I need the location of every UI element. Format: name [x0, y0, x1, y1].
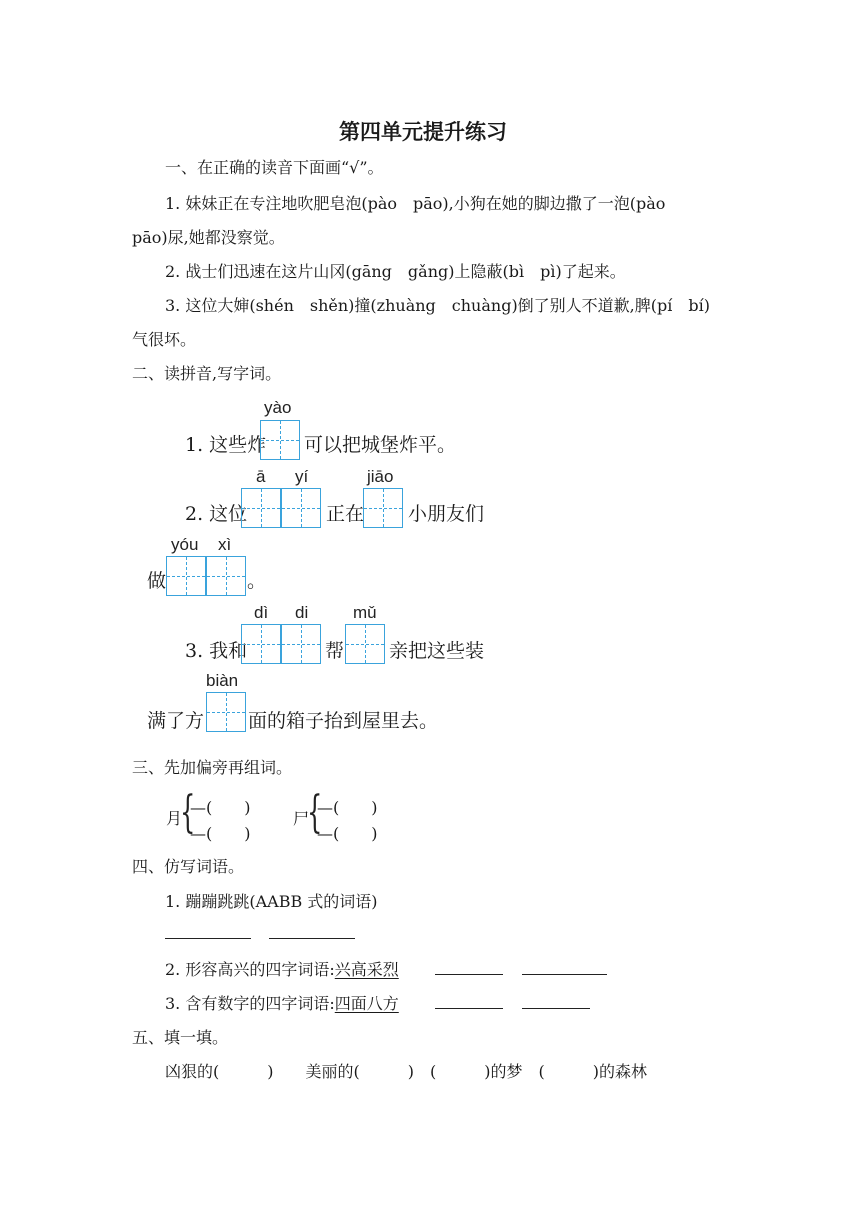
radical-row: —( )	[190, 824, 251, 843]
s4-q3-example: 四面八方	[334, 994, 399, 1013]
s4-q3-label	[165, 991, 399, 1014]
s2-l2-mid: 正在	[326, 503, 365, 525]
s2-l3-pre: 做	[147, 570, 167, 592]
pinyin-label: di	[295, 603, 309, 622]
pinyin-label: yí	[295, 467, 309, 486]
radical-row: —( )	[190, 798, 251, 817]
brace-icon: {	[180, 787, 196, 838]
answer-blank[interactable]	[165, 938, 251, 939]
s1-q2: 2. 战士们迅速在这片山冈(gāng gǎng)上隐蔽(bì pì)了起来。	[165, 262, 626, 281]
s1-q1-line-a: 1. 妹妹正在专注地吹肥皂泡(pào pāo),小狗在她的脚边撒了一泡(pào	[165, 194, 666, 213]
writing-box[interactable]	[345, 624, 385, 664]
s4-q2-text: 2. 形容高兴的四字词语:	[165, 960, 335, 979]
s5-line: 凶狠的( ) 美丽的( ) ( )的梦 ( )的森林	[165, 1062, 647, 1081]
answer-blank[interactable]	[269, 938, 355, 939]
s4-q3-text: 3. 含有数字的四字词语:	[165, 994, 335, 1013]
section-1-heading: 一、在正确的读音下面画“√”。	[165, 158, 384, 177]
s2-l4-pre: 3. 我和	[185, 640, 248, 662]
answer-blank[interactable]	[435, 974, 503, 975]
s2-l1-post: 可以把城堡炸平。	[304, 434, 457, 456]
page-title: 第四单元提升练习	[339, 120, 507, 144]
s1-q3-line-a: 3. 这位大婶(shén shěn)撞(zhuàng chuàng)倒了别人不道歉,脾(pí bí)	[165, 296, 710, 315]
pinyin-label: jiāo	[367, 467, 394, 486]
writing-box[interactable]	[241, 488, 281, 528]
radical-char: 月	[166, 809, 183, 828]
writing-box[interactable]	[281, 488, 321, 528]
pinyin-label: biàn	[206, 671, 239, 690]
radical-row: —( )	[317, 798, 378, 817]
s2-l2-post: 小朋友们	[408, 503, 485, 525]
s4-q1: 1. 蹦蹦跳跳(AABB 式的词语)	[165, 892, 378, 911]
s2-l5-pre: 满了方	[147, 710, 205, 732]
section-4-heading: 四、仿写词语。	[132, 857, 245, 876]
s2-l5-post: 面的箱子抬到屋里去。	[248, 710, 439, 732]
s4-q2-label	[165, 957, 399, 980]
writing-box[interactable]	[260, 420, 300, 460]
s2-l2-pre: 2. 这位	[185, 503, 248, 525]
writing-box[interactable]	[206, 692, 246, 732]
pinyin-label: dì	[254, 603, 269, 622]
writing-box[interactable]	[206, 556, 246, 596]
radical-char: 尸	[293, 809, 310, 828]
writing-box[interactable]	[281, 624, 321, 664]
radical-row: —( )	[317, 824, 378, 843]
pinyin-label: yào	[264, 398, 292, 417]
s1-q3-line-b: 气很坏。	[132, 330, 197, 349]
pinyin-label: ā	[256, 467, 266, 486]
brace-icon: {	[307, 787, 323, 838]
s2-l4-mid: 帮	[325, 640, 345, 662]
pinyin-label: xì	[218, 535, 232, 554]
s2-l3-post: 。	[247, 570, 267, 592]
s1-q1-line-b: pāo)尿,她都没察觉。	[132, 228, 285, 247]
s2-l4-post: 亲把这些装	[389, 640, 485, 662]
section-5-heading: 五、填一填。	[132, 1028, 229, 1047]
section-3-heading: 三、先加偏旁再组词。	[132, 758, 293, 777]
writing-box[interactable]	[166, 556, 206, 596]
s2-l1-pre: 1. 这些炸	[185, 434, 267, 456]
section-2-heading: 二、读拼音,写字词。	[132, 364, 282, 383]
pinyin-label: yóu	[171, 535, 199, 554]
answer-blank[interactable]	[435, 1008, 503, 1009]
s4-q2-example: 兴高采烈	[334, 960, 399, 979]
answer-blank[interactable]	[522, 974, 607, 975]
answer-blank[interactable]	[522, 1008, 590, 1009]
writing-box[interactable]	[241, 624, 281, 664]
writing-box[interactable]	[363, 488, 403, 528]
pinyin-label: mǔ	[353, 603, 377, 622]
